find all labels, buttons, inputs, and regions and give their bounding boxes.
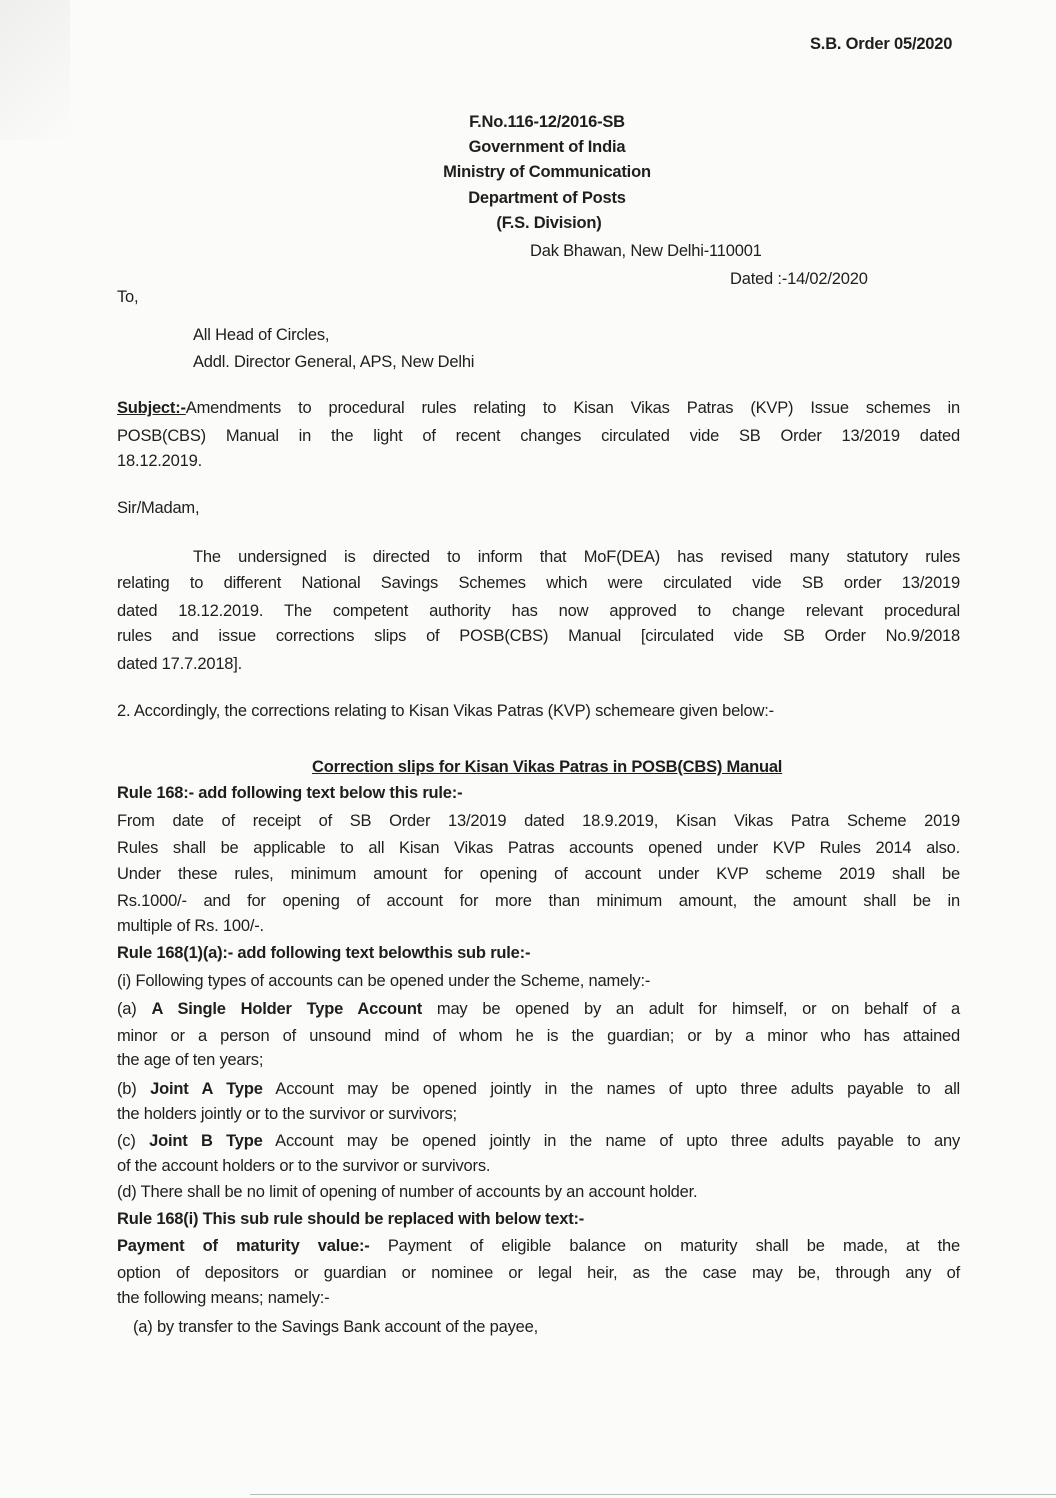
text: (a) by transfer to the Savings Bank account of the payee, (133, 1318, 539, 1336)
bold-text: Subject:- (117, 399, 186, 417)
text-line (117, 1182, 697, 1202)
text-line (117, 1236, 960, 1256)
text: Sir/Madam, (117, 499, 200, 517)
text: relating to different National Savings Schemes which were circulated vide SB order 13/2019 (117, 574, 960, 592)
bold-text: Payment of maturity value:- (117, 1237, 370, 1255)
bold-text: Joint B Type (149, 1132, 263, 1150)
text-line (117, 1156, 490, 1176)
recipient: All Head of Circles, (193, 326, 330, 344)
text: Amendments to procedural rules relating to Kisan Vikas Patras (KVP) Issue schemes in (185, 399, 960, 417)
bold-text: Joint A Type (150, 1080, 263, 1098)
text: From date of receipt of SB Order 13/2019 dated 18.9.2019, Kisan Vikas Patra Scheme 2019 (117, 812, 960, 830)
text: 18.12.2019. (117, 452, 202, 470)
text-line (117, 1050, 263, 1070)
text-line (117, 451, 202, 471)
text-line (117, 398, 960, 418)
bold-text: Rule 168(1)(a):- add following text belowthis sub rule:- (117, 944, 531, 962)
text-line (117, 943, 530, 963)
address: Dak Bhawan, New Delhi-110001 (530, 242, 762, 260)
text-line (117, 626, 960, 646)
text-line (117, 864, 960, 884)
text-line (117, 426, 960, 446)
text-line (117, 1209, 584, 1229)
text: rules and issue corrections slips of POSB(CBS) Manual [circulated vide SB Order No.9/2018 (117, 627, 960, 645)
text: may be opened by an adult for himself, or on behalf of a (422, 1000, 961, 1018)
text: (b) (117, 1080, 151, 1098)
text-line (117, 971, 650, 991)
text: dated 17.7.2018]. (117, 655, 243, 673)
text: the age of ten years; (117, 1051, 264, 1069)
text-line (117, 1079, 960, 1099)
text-line (117, 601, 960, 621)
text: Rs.1000/- and for opening of account for more than minimum amount, the amount shall be in (117, 892, 960, 910)
text: minor or a person of unsound mind of whom he is the guardian; or by a minor who has attained (117, 1027, 960, 1045)
text: the holders jointly or to the survivor or survivors; (117, 1105, 457, 1123)
bold-text: Rule 168(i) This sub rule should be replaced with below text:- (117, 1210, 585, 1228)
text-line (117, 999, 960, 1019)
text-line (117, 654, 242, 674)
text-line (117, 891, 960, 911)
recipient: Addl. Director General, APS, New Delhi (193, 353, 475, 371)
text-line (117, 701, 774, 721)
government: Government of India (468, 138, 626, 156)
bold-text: A Single Holder Type Account (151, 1000, 422, 1018)
order-reference: S.B. Order 05/2020 (810, 35, 953, 53)
text-line (117, 811, 960, 831)
text-line (117, 1263, 960, 1283)
text: The undersigned is directed to inform that MoF(DEA) has revised many statutory rules (193, 548, 960, 566)
text: 2. Accordingly, the corrections relating to Kisan Vikas Patras (KVP) schemeare given below:- (117, 702, 774, 720)
text: of the account holders or to the survivor or survivors. (117, 1157, 491, 1175)
text: POSB(CBS) Manual in the light of recent changes circulated vide SB Order 13/2019 dated (117, 427, 960, 445)
text-line (117, 838, 960, 858)
text: Account may be opened jointly in the name of upto three adults payable to any (262, 1132, 960, 1150)
text-line (117, 573, 960, 593)
text-line (117, 916, 264, 936)
text: multiple of Rs. 100/-. (117, 917, 264, 935)
text-line (117, 1288, 329, 1308)
text-line (117, 498, 199, 518)
text: Rules shall be applicable to all Kisan Vikas Patras accounts opened under KVP Rules 2014 also. (117, 839, 960, 857)
text: (i) Following types of accounts can be opened under the Scheme, namely:- (117, 972, 651, 990)
division: (F.S. Division) (496, 214, 602, 232)
department: Department of Posts (468, 189, 626, 207)
text-line (117, 1131, 960, 1151)
text: option of depositors or guardian or nominee or legal heir, as the case may be, through any of (117, 1264, 960, 1282)
text: Account may be opened jointly in the names of upto three adults payable to all (262, 1080, 960, 1098)
text-line (312, 757, 782, 777)
text: (c) (117, 1132, 150, 1150)
text: the following means; namely:- (117, 1289, 330, 1307)
text: (d) There shall be no limit of opening of number of accounts by an account holder. (117, 1183, 698, 1201)
text-line (133, 1317, 538, 1337)
bold-text: Correction slips for Kisan Vikas Patras in POSB(CBS) Manual (312, 758, 783, 776)
scan-shadow (0, 0, 70, 140)
text: dated 18.12.2019. The competent authority has now approved to change relevant procedural (117, 602, 960, 620)
date: Dated :-14/02/2020 (730, 270, 868, 288)
ministry: Ministry of Communication (443, 163, 651, 181)
text-line (117, 1104, 457, 1124)
text: (a) (117, 1000, 152, 1018)
scan-edge-line (250, 1494, 1056, 1495)
to-label: To, (117, 288, 139, 306)
text-line (117, 1026, 960, 1046)
file-number: F.No.116-12/2016-SB (469, 113, 625, 131)
bold-text: Rule 168:- add following text below this rule:- (117, 784, 463, 802)
text-line (193, 547, 960, 567)
text: Payment of eligible balance on maturity shall be made, at the (369, 1237, 960, 1255)
text: Under these rules, minimum amount for opening of account under KVP scheme 2019 shall be (117, 865, 960, 883)
text-line (117, 783, 462, 803)
